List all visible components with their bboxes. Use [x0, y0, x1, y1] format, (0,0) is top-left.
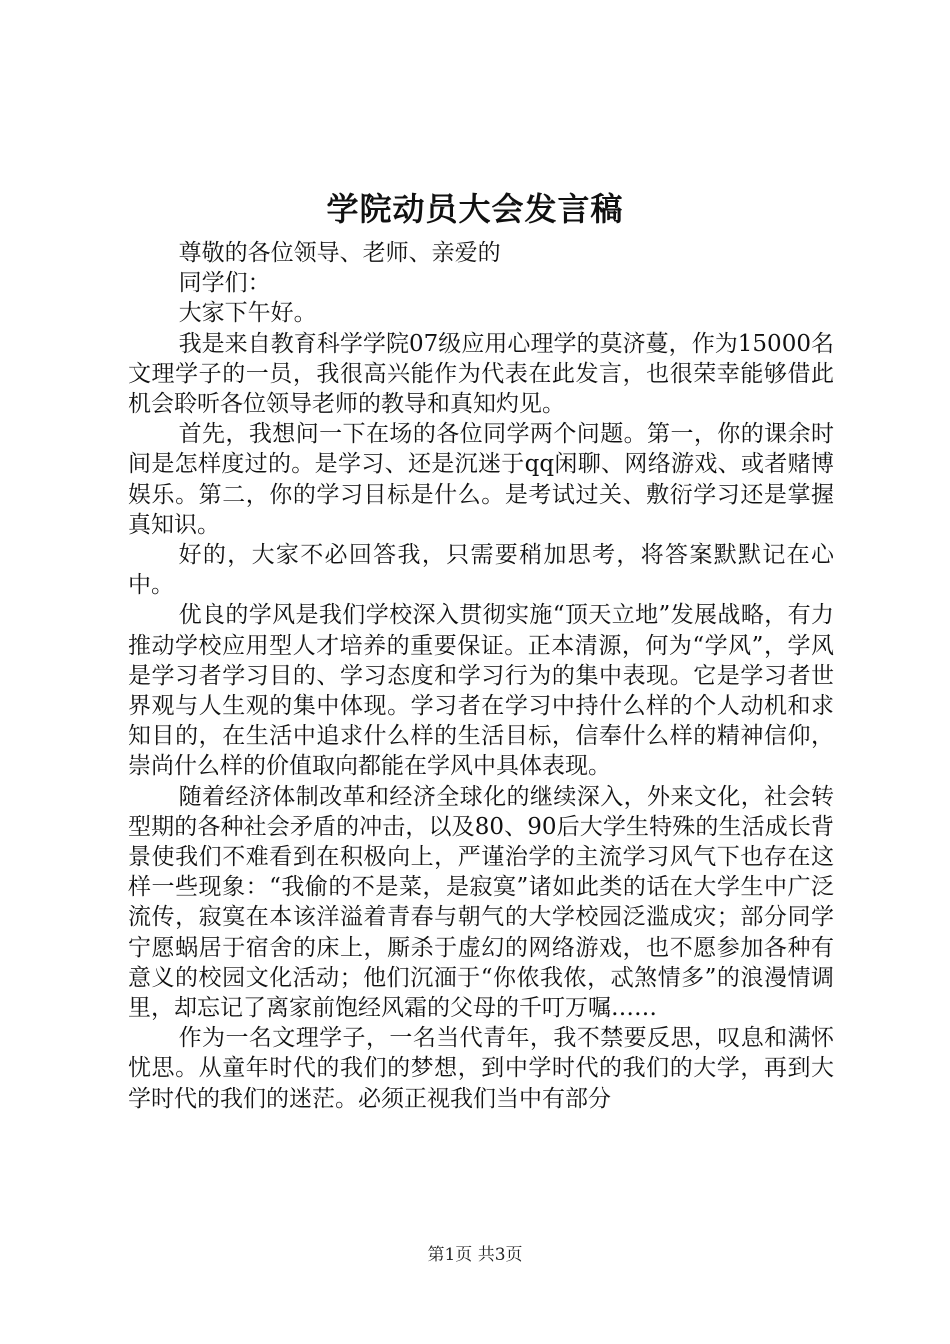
- paragraph-questions: 首先，我想问一下在场的各位同学两个问题。第一，你的课余时间是怎样度过的。是学习、还是沉迷于qq闲聊、网络游戏、或者赌博娱乐。第二，你的学习目标是什么。是考试过关、敷衍学习还是掌握真知识。: [128, 421, 834, 538]
- paragraph-study-style: 优良的学风是我们学校深入贯彻实施“顶天立地”发展战略，有力推动学校应用型人才培养的重要保证。正本清源，何为“学风”，学风是学习者学习目的、学习态度和学习行为的集中表现。它是学习者世界观与人生观的集中体现。学习者在学习中持什么样的个人动机和求知目的，在生活中追求什么样的生活目标，信奉什么样的精神信仰，崇尚什么样的价值取向都能在学风中具体表现。: [128, 602, 834, 780]
- paragraph-current-issues: 随着经济体制改革和经济全球化的继续深入，外来文化，社会转型期的各种社会矛盾的冲击，以及80、90后大学生特殊的生活成长背景使我们不难看到在积极向上，严谨治学的主流学习风气下也存在这样一些现象：“我偷的不是菜，是寂寞”诸如此类的话在大学生中广泛流传，寂寞在本该洋溢着青春与朝气的大学校园泛滥成灾；部分同学宁愿蜗居于宿舍的床上，厮杀于虚幻的网络游戏，也不愿参加各种有意义的校园文化活动；他们沉湎于“你侬我侬，忒煞情多”的浪漫情调里，却忘记了离家前饱经风霜的父母的千叮万嘱……: [128, 783, 834, 1022]
- page-footer: 第1页 共3页: [427, 1245, 523, 1265]
- paragraph-reflection: 好的，大家不必回答我，只需要稍加思考，将答案默默记在心中。: [128, 542, 834, 599]
- document-title: 学院动员大会发言稿: [326, 190, 624, 228]
- paragraph-self-reflection: 作为一名文理学子，一名当代青年，我不禁要反思，叹息和满怀忧思。从童年时代的我们的梦想，到中学时代的我们的大学，再到大学时代的我们的迷茫。必须正视我们当中有部分: [128, 1025, 834, 1112]
- paragraph-salutation-1: 尊敬的各位领导、老师、亲爱的: [178, 240, 501, 266]
- paragraph-greeting: 大家下午好。: [178, 300, 317, 327]
- paragraph-salutation-2: 同学们：: [178, 270, 271, 297]
- document-body: [128, 238, 834, 1114]
- paragraph-introduction: 我是来自教育科学学院07级应用心理学的莫济蔓，作为15000名文理学子的一员，我很高兴能作为代表在此发言，也很荣幸能够借此机会聆听各位领导老师的教导和真知灼见。: [128, 330, 834, 418]
